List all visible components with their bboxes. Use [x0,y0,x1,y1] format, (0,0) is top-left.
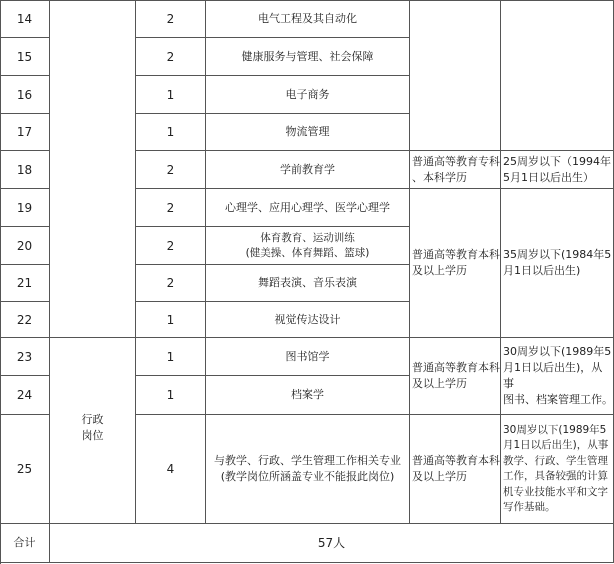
major-cell: 电子商务 [206,76,410,114]
requirement-cell [501,0,614,151]
total-value: 57人 [50,524,614,563]
requirement-cell: 35周岁以下(1984年5 月1日以后出生) [501,189,614,338]
major-cell: 电气工程及其自动化 [206,0,410,38]
major-cell: 视觉传达设计 [206,302,410,338]
row-number: 17 [0,114,50,151]
count-cell: 1 [136,302,206,338]
education-cell: 普通高等教育本科 及以上学历 [410,189,501,338]
count-cell: 1 [136,76,206,114]
major-cell: 学前教育学 [206,151,410,189]
major-cell: 健康服务与管理、社会保障 [206,38,410,76]
education-cell: 普通高等教育本科 及以上学历 [410,338,501,415]
row-number: 24 [0,376,50,415]
major-cell: 与教学、行政、学生管理工作相关专业 (教学岗位所涵盖专业不能报此岗位) [206,415,410,524]
major-cell: 舞蹈表演、音乐表演 [206,265,410,302]
row-number: 18 [0,151,50,189]
education-cell: 普通高等教育本科 及以上学历 [410,415,501,524]
count-cell: 2 [136,151,206,189]
count-cell: 2 [136,38,206,76]
education-cell [410,0,501,151]
count-cell: 2 [136,227,206,265]
row-number: 25 [0,415,50,524]
row-number: 21 [0,265,50,302]
education-cell: 普通高等教育专科 、本科学历 [410,151,501,189]
requirement-cell: 30周岁以下(1989年5 月1日以后出生)，从事 教学、行政、学生管理 工作，具备较强的计算 机专业技能水平和文字 写作基础。 [501,415,614,524]
count-cell: 2 [136,265,206,302]
row-number: 16 [0,76,50,114]
count-cell: 4 [136,415,206,524]
row-number: 22 [0,302,50,338]
count-cell: 1 [136,376,206,415]
category-cell [50,0,136,338]
count-cell: 1 [136,338,206,376]
row-number: 20 [0,227,50,265]
major-cell: 体育教育、运动训练 (健美操、体育舞蹈、篮球) [206,227,410,265]
major-cell: 图书馆学 [206,338,410,376]
requirement-cell: 25周岁以下（1994年 5月1日以后出生） [501,151,614,189]
category-cell-admin: 行政 岗位 [50,338,136,524]
requirement-cell: 30周岁以下(1989年5 月1日以后出生)，从事 图书、档案管理工作。 [501,338,614,415]
count-cell: 2 [136,0,206,38]
major-cell: 档案学 [206,376,410,415]
row-number: 19 [0,189,50,227]
row-number: 23 [0,338,50,376]
count-cell: 2 [136,189,206,227]
count-cell: 1 [136,114,206,151]
row-number: 15 [0,38,50,76]
major-cell: 心理学、应用心理学、医学心理学 [206,189,410,227]
total-label: 合计 [0,524,50,563]
row-number: 14 [0,0,50,38]
major-cell: 物流管理 [206,114,410,151]
